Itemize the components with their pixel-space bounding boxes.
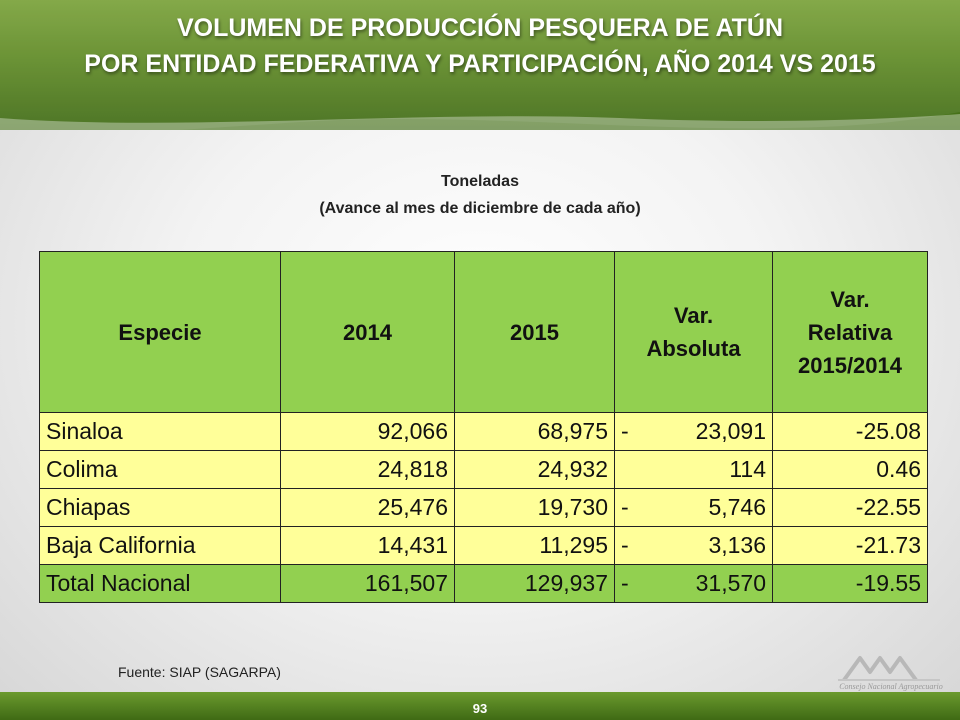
cell-2014: 24,818	[281, 451, 455, 489]
title-line-1: VOLUMEN DE PRODUCCIÓN PESQUERA DE ATÚN	[176, 14, 784, 42]
table-row	[40, 489, 928, 527]
source-note: Fuente: SIAP (SAGARPA)	[118, 664, 281, 680]
subtitle-units: Toneladas	[441, 173, 519, 190]
logo-text: Consejo Nacional Agropecuario	[839, 682, 943, 691]
cell-2015: 68,975	[455, 413, 615, 451]
header-var-relativa-line-1: Var.	[830, 286, 870, 312]
table-row	[40, 451, 928, 489]
cell-var-sign: -	[621, 494, 629, 520]
table-row	[40, 527, 928, 565]
cell-var-absoluta	[615, 489, 773, 527]
header-var-absoluta-line-1: Var.	[673, 303, 714, 328]
header-2015: 2015	[455, 252, 615, 413]
cell-2015: 11,295	[455, 527, 615, 565]
cell-especie: Sinaloa	[40, 413, 281, 451]
cell-2014: 92,066	[281, 413, 455, 451]
cell-2015: 129,937	[455, 565, 615, 603]
table-subtitle	[0, 168, 960, 222]
cell-var-relativa: -21.73	[773, 527, 928, 565]
page-title	[0, 10, 960, 82]
table-row	[40, 413, 928, 451]
table-header-row	[40, 252, 928, 413]
header-var-relativa-line-2: Relativa	[807, 319, 893, 345]
cell-2015: 24,932	[455, 451, 615, 489]
cell-var-sign: -	[621, 532, 629, 558]
cell-var-relativa: -22.55	[773, 489, 928, 527]
cell-2014: 14,431	[281, 527, 455, 565]
cell-var-relativa: -25.08	[773, 413, 928, 451]
cell-especie: Baja California	[40, 527, 281, 565]
cell-var-absoluta	[615, 565, 773, 603]
cell-var-value: 23,091	[695, 418, 766, 444]
cell-2014: 25,476	[281, 489, 455, 527]
cell-var-value: 31,570	[695, 570, 766, 596]
header-especie: Especie	[40, 252, 281, 413]
cell-var-relativa: 0.46	[773, 451, 928, 489]
cell-2014: 161,507	[281, 565, 455, 603]
page-number: 93	[472, 701, 488, 716]
header-var-relativa-line-3: 2015/2014	[798, 352, 902, 378]
production-table	[39, 251, 928, 603]
header-var-relativa	[773, 252, 928, 413]
cell-var-sign: -	[621, 418, 629, 444]
table-total-row	[40, 565, 928, 603]
cell-var-sign: -	[621, 570, 629, 596]
cell-var-absoluta	[615, 527, 773, 565]
logo	[836, 650, 946, 694]
logo-icon	[836, 650, 946, 684]
header-var-absoluta-line-2: Absoluta	[646, 336, 741, 361]
header-2014: 2014	[281, 252, 455, 413]
cell-especie: Total Nacional	[40, 565, 281, 603]
header-var-absoluta	[615, 252, 773, 413]
cell-especie: Colima	[40, 451, 281, 489]
cell-var-value: 5,746	[708, 494, 766, 520]
subtitle-period: (Avance al mes de diciembre de cada año)	[319, 200, 641, 217]
cell-var-value: 114	[729, 456, 766, 482]
cell-especie: Chiapas	[40, 489, 281, 527]
title-line-2: POR ENTIDAD FEDERATIVA Y PARTICIPACIÓN, AÑO 2014 VS 2015	[84, 50, 876, 78]
cell-var-value: 3,136	[708, 532, 766, 558]
cell-var-relativa: -19.55	[773, 565, 928, 603]
cell-2015: 19,730	[455, 489, 615, 527]
cell-var-absoluta	[615, 413, 773, 451]
cell-var-absoluta	[615, 451, 773, 489]
